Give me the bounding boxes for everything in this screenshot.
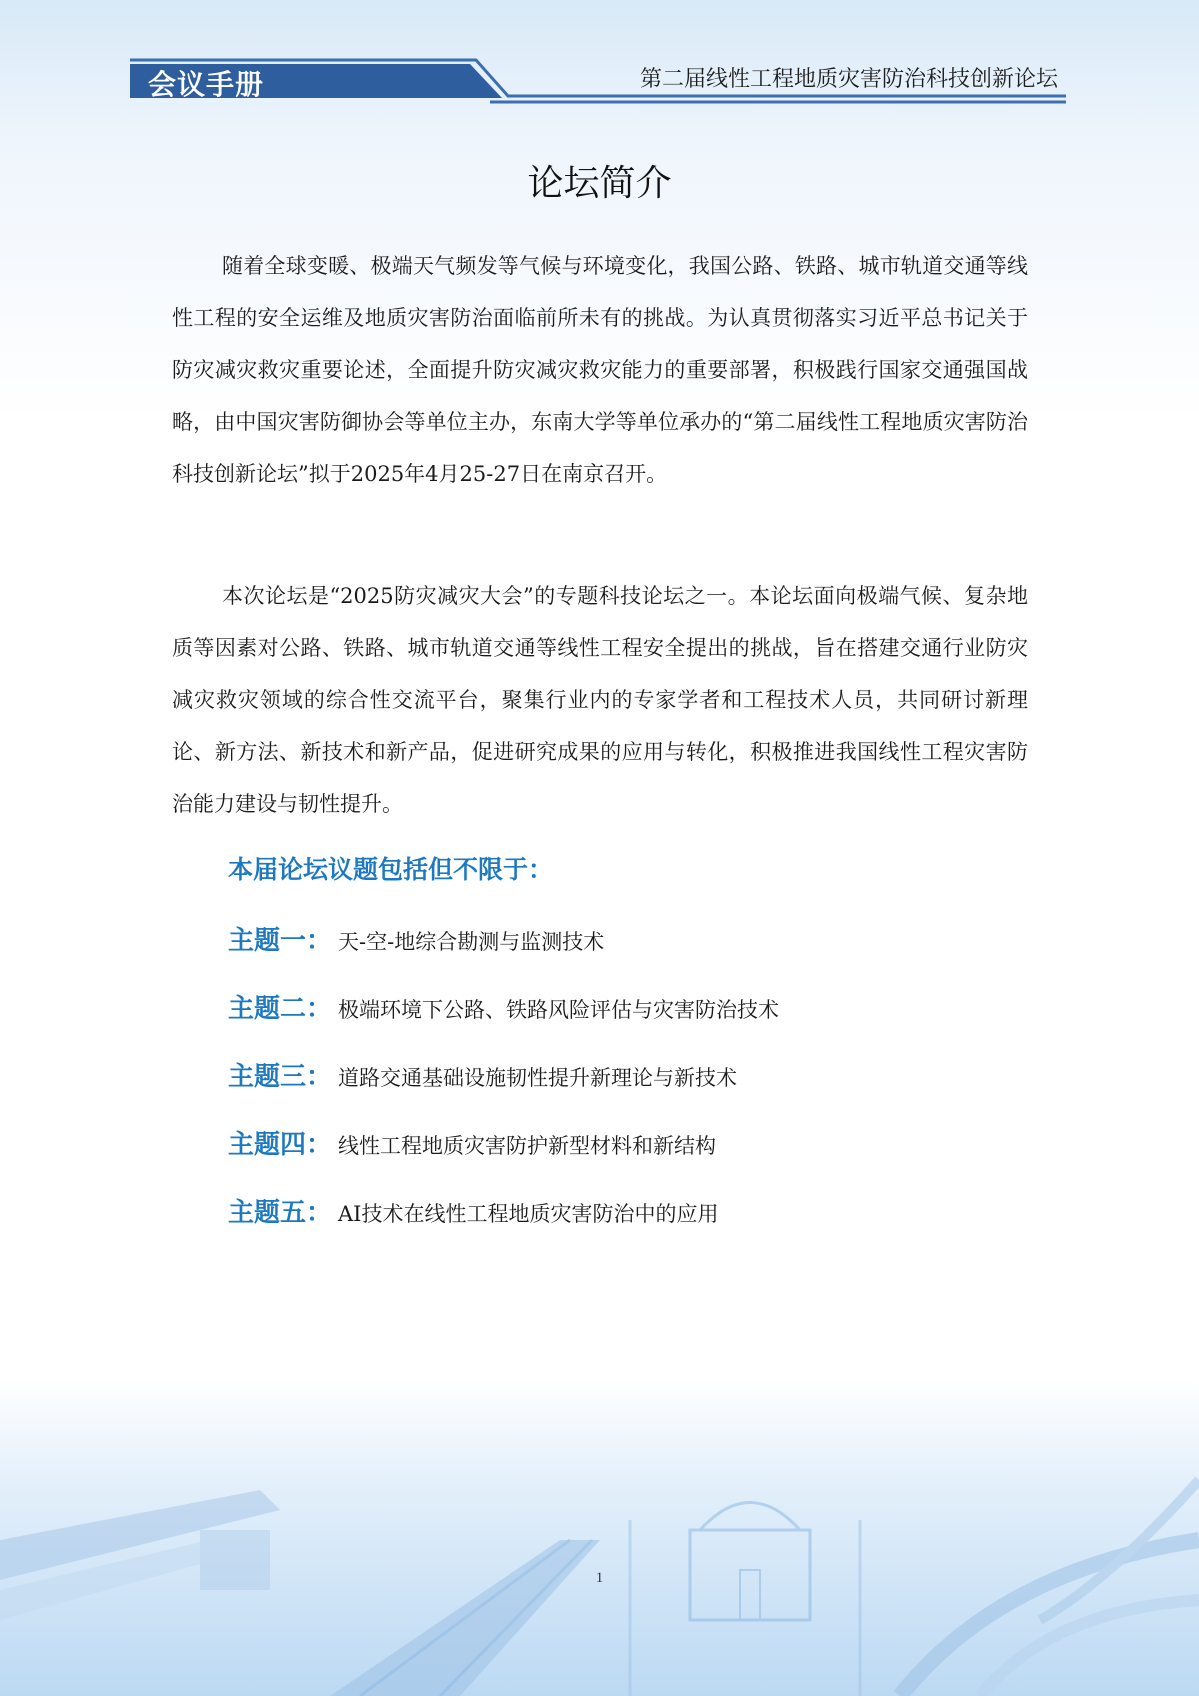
forum-purpose-paragraph: 本次论坛是“2025防灾减灾大会”的专题科技论坛之一。本论坛面向极端气候、复杂地质等因素对公路、铁路、城市轨道交通等线性工程安全提出的挑战，旨在搭建交通行业防灾减灾救灾领域的综合性交流平台，聚集行业内的专家学者和工程技术人员，共同研讨新理论、新方法、新技术和新产品，促进研究成果的应用与转化，积极推进我国线性工程灾害防治能力建设与韧性提升。 xyxy=(172,584,1028,816)
page-header xyxy=(130,56,1066,108)
topic-label: 主题三： xyxy=(228,1062,333,1092)
topic-label: 主题一： xyxy=(228,926,333,956)
topic-text: 道路交通基础设施韧性提升新理论与新技术 xyxy=(338,1066,738,1090)
topic-text: AI技术在线性工程地质灾害防治中的应用 xyxy=(338,1202,719,1226)
topic-item xyxy=(228,1124,716,1164)
topic-text: 天-空-地综合勘测与监测技术 xyxy=(338,930,605,954)
topic-label: 主题四： xyxy=(228,1130,333,1160)
topic-item xyxy=(228,1192,718,1232)
topic-label: 主题二： xyxy=(228,994,333,1024)
topic-label: 主题五： xyxy=(228,1198,333,1228)
topic-text: 线性工程地质灾害防护新型材料和新结构 xyxy=(338,1134,717,1158)
topic-item xyxy=(228,988,779,1028)
footer-infrastructure-illustration xyxy=(0,1420,1199,1696)
topics-heading: 本届论坛议题包括但不限于： xyxy=(228,855,554,884)
intro-paragraph: 随着全球变暖、极端天气频发等气候与环境变化，我国公路、铁路、城市轨道交通等线性工程的安全运维及地质灾害防治面临前所未有的挑战。为认真贯彻落实习近平总书记关于防灾减灾救灾重要论述，全面提升防灾减灾救灾能力的重要部署，积极践行国家交通强国战略，由中国灾害防御协会等单位主办，东南大学等单位承办的“第二届线性工程地质灾害防治科技创新论坛”拟于2025年4月25-27日在南京召开。 xyxy=(172,254,1028,486)
topic-item xyxy=(228,1056,737,1096)
page-title: 论坛简介 xyxy=(527,163,672,204)
forum-name: 第二届线性工程地质灾害防治科技创新论坛 xyxy=(639,67,1058,92)
handbook-label: 会议手册 xyxy=(148,68,265,101)
topic-item xyxy=(228,920,604,960)
page-number: 1 xyxy=(595,1570,604,1586)
topic-text: 极端环境下公路、铁路风险评估与灾害防治技术 xyxy=(338,998,780,1022)
